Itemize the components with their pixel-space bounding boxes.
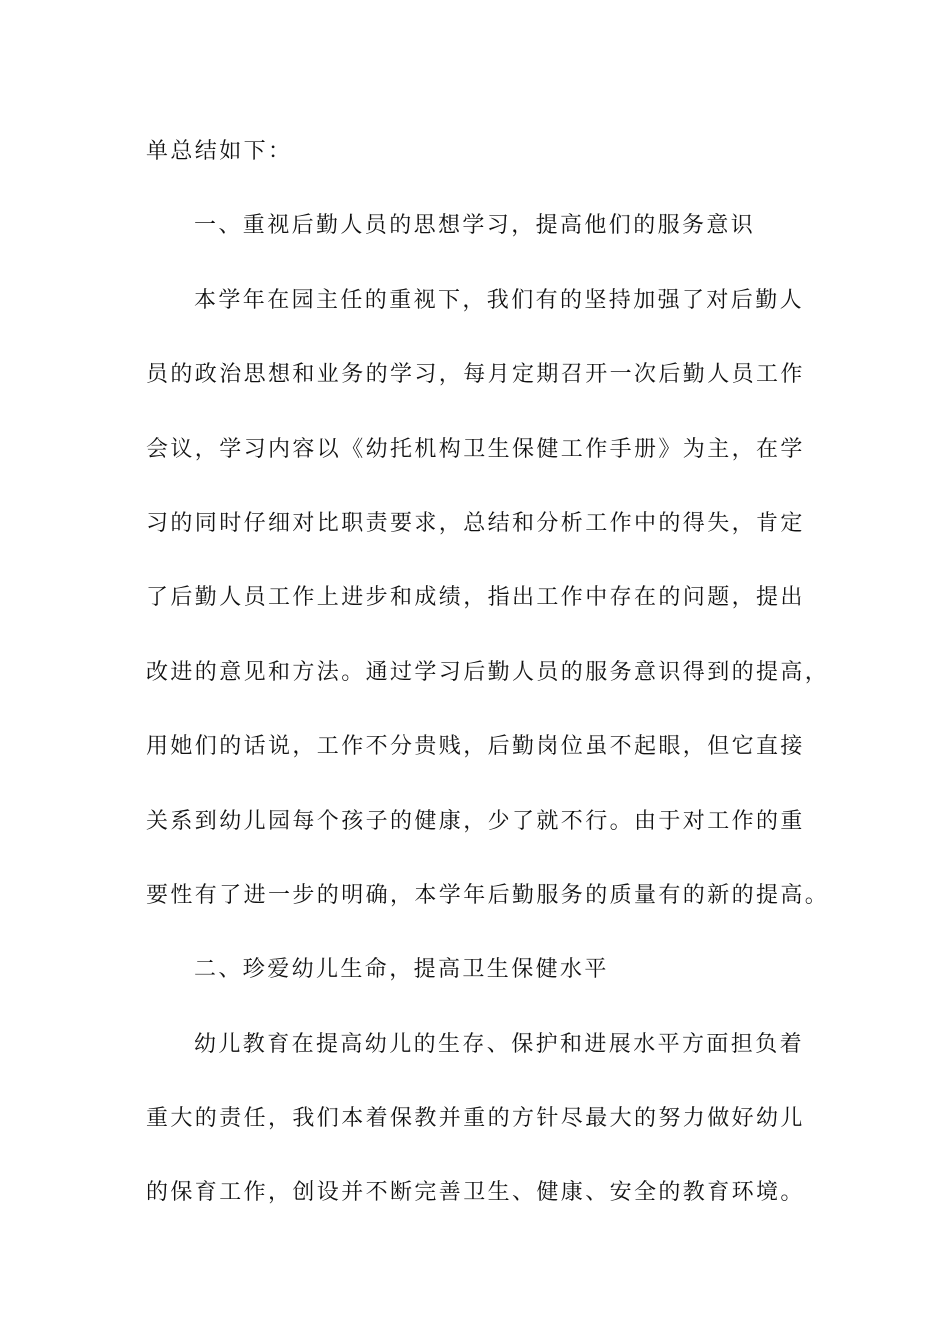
paragraph-line: 单总结如下：: [146, 139, 293, 164]
paragraph-line: 重大的责任，我们本着保教并重的方针尽最大的努力做好幼儿: [146, 1106, 805, 1132]
paragraph-line: 改进的意见和方法。通过学习后勤人员的服务意识得到的提高，: [146, 659, 830, 685]
paragraph-line: 员的政治思想和业务的学习，每月定期召开一次后勤人员工作: [146, 362, 805, 388]
section-heading-2: 二、珍爱幼儿生命，提高卫生保健水平: [194, 957, 609, 983]
paragraph-line: 的保育工作，创设并不断完善卫生、健康、安全的教育环境。: [146, 1180, 805, 1206]
paragraph-line: 了后勤人员工作上进步和成绩，指出工作中存在的问题，提出: [146, 585, 805, 611]
paragraph-line: 本学年在园主任的重视下，我们有的坚持加强了对后勤人: [194, 287, 805, 313]
paragraph-line: 幼儿教育在提高幼儿的生存、保护和进展水平方面担负着: [194, 1031, 805, 1057]
paragraph-line: 关系到幼儿园每个孩子的健康，少了就不行。由于对工作的重: [146, 808, 805, 834]
paragraph-line: 会议，学习内容以《幼托机构卫生保健工作手册》为主，在学: [146, 436, 805, 462]
document-body: [146, 132, 836, 1248]
paragraph-line: 习的同时仔细对比职责要求，总结和分析工作中的得失，肯定: [146, 510, 805, 536]
paragraph-line: 要性有了进一步的明确，本学年后勤服务的质量有的新的提高。: [146, 882, 830, 908]
section-heading-1: 一、重视后勤人员的思想学习，提高他们的服务意识: [194, 213, 756, 239]
paragraph-line: 用她们的话说，工作不分贵贱，后勤岗位虽不起眼，但它直接: [146, 734, 805, 760]
